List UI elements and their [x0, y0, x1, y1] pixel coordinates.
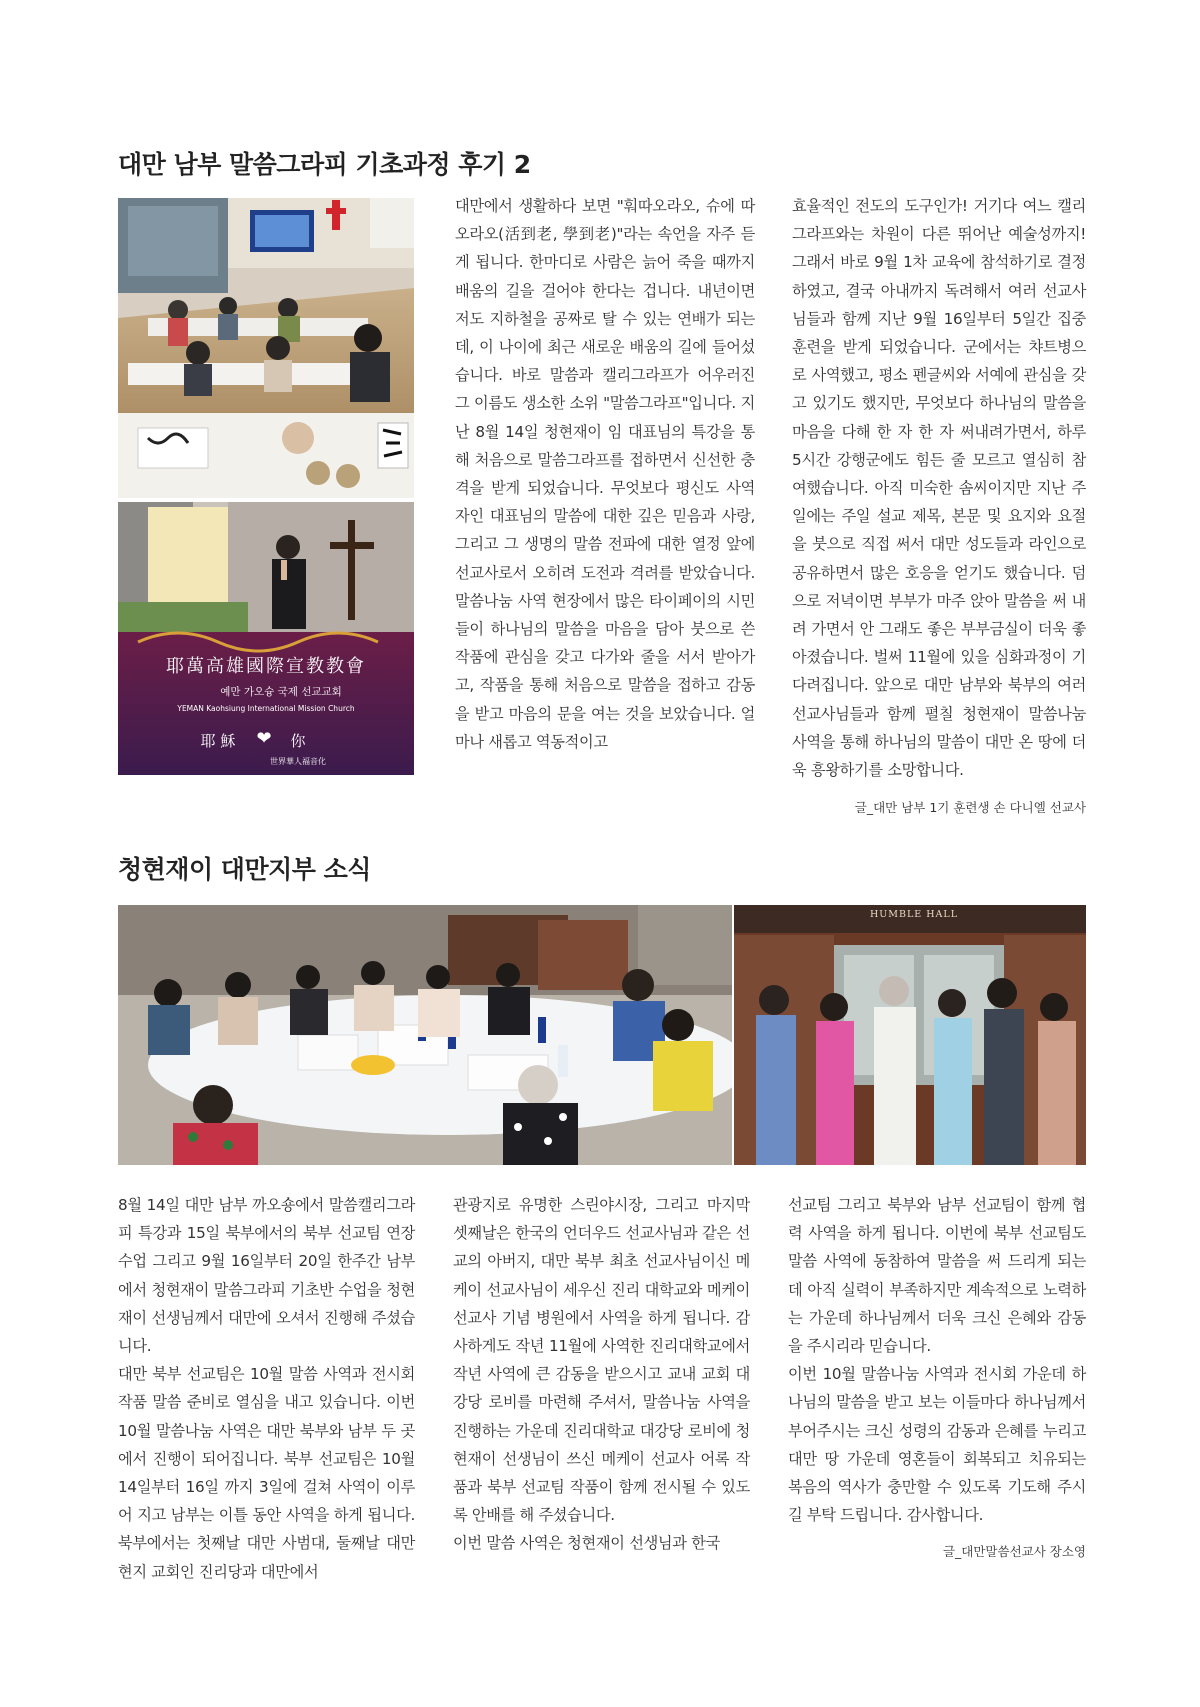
section2-col3: [788, 1191, 1086, 1529]
section1-byline: 글_대만 남부 1기 훈련생 손 다니엘 선교사: [854, 800, 1086, 815]
section2-col1-p1: 8월 14일 대만 남부 까오숑에서 말씀캘리그라피 특강과 15일 북부에서의 북부 선교팀 연장수업 그리고 9월 16일부터 20일 한주간 남부에서 청현재이 말씀그라피 기초반 수업을 청현재이 선생님께서 대만에 오셔서 진행해 주셨습니다.: [118, 1196, 415, 1356]
building-sign: HUMBLE HALL: [869, 909, 959, 920]
classroom-photo: [118, 198, 414, 498]
section2-col2: [453, 1191, 750, 1558]
church-sign-bottom-left: 耶 穌: [200, 732, 236, 750]
section2-col3-p2: 이번 10월 말씀나눔 사역과 전시회 가운데 하나님의 말씀을 받고 보는 이들마다 하나님께서 부어주시는 크신 성령의 감동과 은혜를 누리고 대만 땅 가운데 영혼들이 회복되고 치유되는 복음의 역사가 충만할 수 있도록 기도해 주시길 부탁 드립니다. 감사합니다.: [788, 1365, 1086, 1525]
section1-col1-text: 대만에서 생활하다 보면 "훠따오라오, 슈에 따오라오(活到老, 學到老)"라는 속언을 자주 듣게 됩니다. 한마디로 사람은 늙어 죽을 때까지 배움의 길을 걸어야 한다는 겁니다. 내년이면 저도 지하철을 공짜로 탈 수 있는 연배가 되는데, 이 나이에 최근 새로운 배움의 길에 들어섰습니다. 바로 말씀과 캘리그라프가 어우러진 그 이름도 생소한 소위 "말씀그라프"입니다. 지난 8월 14일 청현재이 임 대표님의 특강을 통해 처음으로 말씀그라프를 접하면서 신선한 충격을 받게 되었습니다. 무엇보다 평신도 사역자인 대표님의 말씀에 대한 깊은 믿음과 사랑, 그리고 그 생명의 말씀 전파에 대한 열정 앞에 선교사로서 오히려 도전과 격려를 받았습니다. 말씀나눔 사역 현장에서 많은 타이페이의 시민들이 하나님의 말씀을 마음을 담아 붓으로 쓴 작품에 관심을 갖고 다가와 줄을 서서 받아가고, 작품을 통해 처음으로 말씀을 접하고 감동을 받고 마음의 문을 여는 것을 보았습니다. 얼마나 새롭고 역동적이고: [455, 197, 755, 751]
section2-col3-p1: 선교팀 그리고 북부와 남부 선교팀이 함께 협력 사역을 하게 됩니다. 이번에 북부 선교팀도 말씀 사역에 동참하여 말씀을 써 드리게 되는데 아직 실력이 부족하지만 계속적으로 노력하는 가운데 하나님께서 더욱 크신 은혜와 감동을 주시리라 믿습니다.: [788, 1196, 1086, 1356]
church-sign-english: YEMAN Kaohsiung International Mission Church: [177, 704, 355, 713]
section2-col2-p1: 관광지로 유명한 스린야시장, 그리고 마지막 셋째날은 한국의 언더우드 선교사님과 같은 선교의 아버지, 대만 북부 최초 선교사님이신 메케이 선교사님이 세우신 진리 대학교와 메케이 선교사 기념 병원에서 사역을 하게 됩니다. 감사하게도 작년 11월에 사역한 진리대학교에서 작년 사역에 큰 감동을 받으시고 교내 교회 대강당 로비를 마련해 주셔서, 말씀나눔 사역을 진행하는 가운데 진리대학교 대강당 로비에 청현재이 선생님이 쓰신 메케이 선교사 어록 작품과 북부 선교팀 작품이 함께 전시될 수 있도록 안배를 해 주셨습니다.: [453, 1196, 750, 1525]
speaker-sign-photo: [118, 502, 414, 775]
section2-col1-p2: 대만 북부 선교팀은 10월 말씀 사역과 전시회 작품 말씀 준비로 열심을 내고 있습니다. 이번 10월 말씀나눔 사역은 대만 북부와 남부 두 곳에서 진행이 되어집니다. 북부 선교팀은 10월 14일부터 16일 까지 3일에 걸쳐 사역이 이루어 지고 남부는 이틀 동안 사역을 하게 됩니다. 북부에서는 첫째날 대만 사범대, 둘째날 대만 현지 교회인 진리당과 대만에서: [118, 1365, 415, 1581]
section2-title: 청현재이 대만지부 소식: [118, 855, 371, 884]
church-sign-korean: 예만 가오슝 국제 선교교회: [220, 686, 342, 698]
section1-col1: [455, 192, 755, 756]
section2-byline: 글_대만말씀선교사 장소영: [942, 1544, 1086, 1559]
section2-col2-p2: 이번 말씀 사역은 청현재이 선생님과 한국: [453, 1534, 720, 1553]
heart-icon: ❤: [256, 728, 272, 749]
church-sign-bottom-right: 你: [290, 732, 306, 750]
church-sign-chinese: 耶萬高雄國際宣教教會: [166, 656, 366, 677]
workshop-photo: [118, 905, 732, 1165]
church-sign-small: 世界華人福音化: [270, 757, 326, 766]
section1-title: 대만 남부 말씀그라피 기초과정 후기 2: [118, 150, 531, 179]
section1-col2: [792, 192, 1086, 784]
section1-col2-text: 효율적인 전도의 도구인가! 거기다 여느 캘리그라프와는 차원이 다른 뛰어난 예술성까지! 그래서 바로 9월 1차 교육에 참석하기로 결정하였고, 결국 아내까지 독려해서 여러 선교사님들과 함께 지난 9월 16일부터 5일간 집중훈련을 받게 되었습니다. 군에서는 챠트병으로 사역했고, 평소 펜글씨와 서예에 관심을 갖고 있기도 했지만, 무엇보다 하나님의 말씀을 마음을 다해 한 자 한 자 써내려가면서, 하루 5시간 강행군에도 힘든 줄 모르고 열심히 참여했습니다. 아직 미숙한 솜씨이지만 지난 주일에는 주일 설교 제목, 본문 및 요지와 요절을 붓으로 직접 써서 대만 성도들과 라인으로 공유하면서 많은 호응을 얻기도 했습니다. 덤으로 저녁이면 부부가 마주 앉아 말씀을 써 내려 가면서 안 그래도 좋은 부부금실이 더욱 좋아졌습니다. 벌써 11월에 있을 심화과정이 기다려집니다. 앞으로 대만 남부와 북부의 여러 선교사님들과 함께 펼칠 청현재이 말씀나눔 사역을 통해 하나님의 말씀이 대만 온 땅에 더욱 흥왕하기를 소망합니다.: [792, 197, 1086, 780]
group-photo: [734, 905, 1086, 1165]
section2-col1: [118, 1191, 415, 1586]
